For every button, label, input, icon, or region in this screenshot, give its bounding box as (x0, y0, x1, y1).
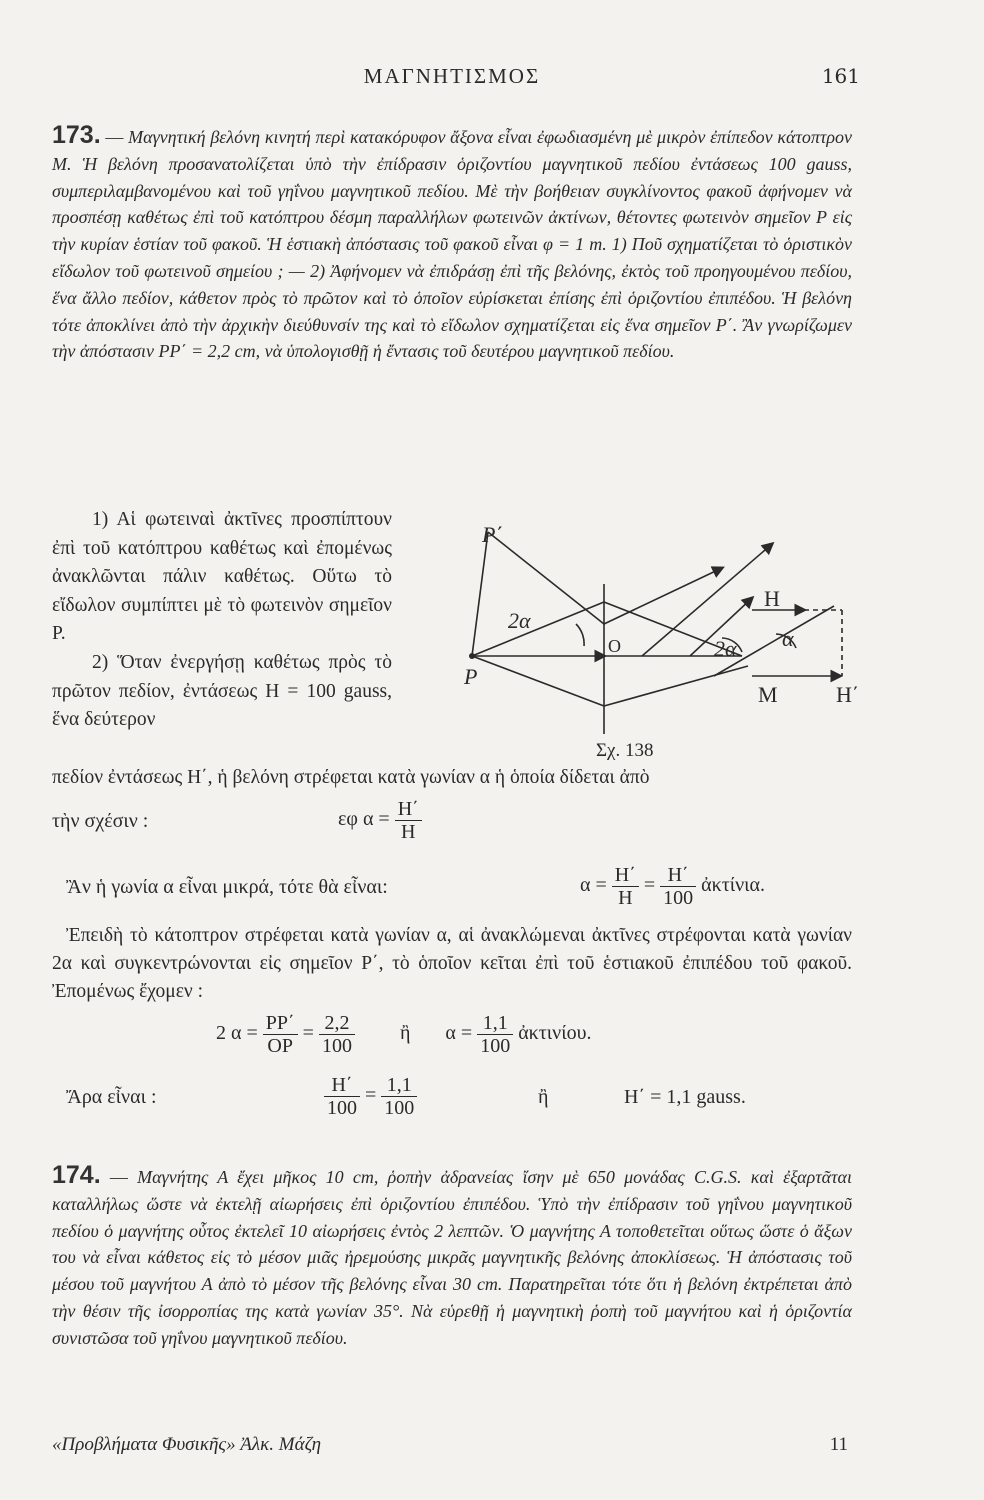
eq2-numerator-2: Η΄ (660, 864, 696, 887)
optics-diagram (452, 506, 862, 742)
eq4-denominator-2: 100 (384, 1097, 415, 1119)
eq2-fraction-1 (612, 864, 639, 909)
running-header (52, 64, 860, 92)
eq4-denominator-1: 100 (327, 1097, 357, 1119)
page-footer (52, 1434, 852, 1460)
label-two-alpha-left: 2α (508, 608, 531, 633)
label-h-prime: H΄ (836, 682, 860, 707)
equation-2 (580, 864, 765, 909)
label-alpha: α (782, 626, 794, 651)
solution-part-2-continued (52, 764, 852, 792)
eq3-lhs: 2 α = (216, 1022, 258, 1045)
eq3-denominator-3: 100 (480, 1035, 511, 1057)
eq2-equals: = (643, 874, 656, 897)
mirror-text: Ἐπειδὴ τὸ κάτοπτρον στρέφεται κατὰ γωνίαν α, αἱ ἀνακλώμεναι ἀκτῖνες στρέφονται κατὰ γωνίαν 2α καὶ συγκεντρώνονται εἰς σημεῖον Ρ΄, τὸ ὁποῖον κεῖται ἐπὶ τοῦ ἑστιακοῦ ἐπιπέδου τοῦ φακοῦ. Ἐπομένως ἔχομεν : (52, 925, 852, 1002)
eq4-or: ἢ (538, 1086, 549, 1108)
angle-arc (576, 624, 584, 646)
problem-number: 174. (52, 1161, 101, 1189)
eq3-lhs-2: α = (445, 1022, 473, 1045)
ray-line (488, 532, 604, 624)
eq3-fraction-3 (477, 1012, 513, 1057)
therefore-label: Ἄρα εἶναι : (66, 1086, 157, 1108)
ray-line (604, 666, 748, 706)
eq2-denominator-2: 100 (663, 887, 694, 909)
eq1-fraction (395, 798, 422, 843)
eq3-unit: ἀκτινίου. (518, 1022, 592, 1045)
ray-line (472, 532, 488, 656)
eq3-equals: = (302, 1022, 314, 1045)
eq1-numerator: Η΄ (395, 798, 422, 821)
solution-part-2: 2) Ὅταν ἐνεργήσῃ καθέτως πρὸς τὸ πρῶτον πεδίον, ἐντάσεως Η = 100 gauss, ἕνα δεύτερον (52, 651, 392, 731)
problem-number: 173. (52, 121, 101, 149)
solution-part-1: 1) Αἱ φωτειναὶ ἀκτῖνες προσπίπτουν ἐπὶ τοῦ κατόπτρου καθέτως καὶ ἐπομένως ἀνακλῶνται πάλιν καθέτως. Οὕτω τὸ εἴδωλον συμπίπτει μὲ τὸ φωτεινὸν σημεῖον Ρ. (52, 509, 392, 645)
figure-caption: Σχ. 138 (596, 740, 654, 761)
eq3-denominator-1: ΟΡ (267, 1035, 293, 1057)
problem-174 (52, 1162, 852, 1352)
eq3-numerator-2: 2,2 (319, 1012, 355, 1035)
eq4-numerator-1: Η΄ (324, 1074, 360, 1097)
small-angle-text: Ἂν ἡ γωνία α εἶναι μικρά, τότε θὰ εἶναι: (66, 876, 388, 898)
ray-line (472, 656, 604, 706)
ray-line (604, 568, 722, 624)
eq3-fraction-1 (263, 1012, 298, 1057)
mirror-explanation (52, 922, 852, 1006)
eq4-fraction-1 (324, 1074, 360, 1119)
eq2-fraction-2 (660, 864, 696, 909)
eq4-fraction-2 (381, 1074, 417, 1119)
eq4-equals: = (365, 1084, 377, 1107)
problem-text: Μαγνητική βελόνη κινητή περὶ κατακόρυφον ἄξονα εἶναι ἐφωδιασμένη μὲ μικρὸν ἐπίπεδον κάτοπτρον Μ. Ἡ βελόνη προσανατολίζεται ὑπὸ τὴν ἐπίδρασιν ὁριζοντίου μαγνητικοῦ πεδίου ἐντάσεως 100 gauss, συμπεριλαμβανομένου καὶ τοῦ γηΐνου μαγνητικοῦ πεδίου. Μὲ τὴν βοήθειαν συγκλίνοντος φακοῦ ἀφήνομεν νὰ προσπέσῃ καθέτως ἐπὶ τοῦ κατόπτρου δέσμη παραλλήλων φωτεινῶν ἀκτίνων, θέτοντες φωτεινὸν σημεῖον Ρ εἰς τὴν κυρίαν ἑστίαν τοῦ φακοῦ. Ἡ ἑστιακὴ ἀπόστασις τοῦ φακοῦ εἶναι φ = 1 m. 1) Ποῦ σχηματίζεται τὸ ὁριστικὸν εἴδωλον τοῦ φωτεινοῦ σημείου ; — 2) Ἀφήνομεν νὰ ἐπιδράσῃ ἐπὶ τῆς βελόνης, ἐκτὸς τοῦ προηγουμένου πεδίου, ἕνα ἄλλο πεδίον, κάθετον πρὸς τὸ πρῶτον καὶ τὸ ὁποῖον εὑρίσκεται ἐπίσης ἐπὶ ὁριζοντίου ἐπιπέδου. Ἡ βελόνη τότε ἀποκλίνει ἀπὸ τὴν ἀρχικὴν διεύθυνσίν της καὶ τὸ εἴδωλον σχηματίζεται εἰς ἕνα σημεῖον Ρ΄. Ἂν γνωρίζωμεν τὴν ἀπόστασιν ΡΡ΄ = 2,2 cm, νὰ ὑπολογισθῇ ἡ ἔντασις τοῦ δευτέρου μαγνητικοῦ πεδίου. (52, 127, 853, 362)
eq3-numerator-1: ΡΡ΄ (263, 1012, 298, 1035)
figure-138 (452, 506, 862, 742)
problem-dash: — (109, 1167, 128, 1187)
problem-173 (52, 122, 852, 365)
eq2-denominator-1: Η (618, 887, 633, 909)
solution-line: πεδίον ἐντάσεως Η΄, ἡ βελόνη στρέφεται κατὰ γωνίαν α ἡ ὁποία δίδεται ἀπὸ (52, 767, 650, 788)
label-o: O (608, 636, 621, 656)
relation-label: τὴν σχέσιν : (52, 810, 149, 832)
solution-column (52, 506, 392, 735)
label-p: Ρ (464, 664, 478, 689)
eq3-fraction-2 (319, 1012, 355, 1057)
eq1-lhs: εφ α = (338, 808, 390, 831)
eq3-denominator-2: 100 (321, 1035, 352, 1057)
footer-source: «Προβλήματα Φυσικῆς» Ἀλκ. Μάζη (52, 1434, 322, 1455)
eq2-numerator-1: Η΄ (612, 864, 639, 887)
equation-3 (216, 1012, 592, 1057)
eq2-lhs: α = (580, 874, 607, 897)
chapter-title: ΜΑΓΝΗΤΙΣΜΟΣ (363, 64, 541, 88)
page-number: 161 (821, 64, 860, 88)
eq4-numerator-2: 1,1 (381, 1074, 417, 1097)
eq3-or: ἢ (399, 1022, 411, 1045)
point-p (469, 653, 475, 659)
label-two-alpha-right: 2α (714, 636, 737, 661)
ray-line (472, 602, 604, 656)
label-h: H (764, 586, 780, 611)
eq3-numerator-3: 1,1 (477, 1012, 513, 1035)
equation-1 (338, 798, 422, 843)
eq4-result: Η΄ = 1,1 gauss. (624, 1086, 746, 1108)
problem-dash: — (105, 127, 124, 147)
problem-text: Μαγνήτης Α ἔχει μῆκος 10 cm, ῥοπὴν ἀδρανείας ἴσην μὲ 650 μονάδας C.G.S. καὶ ἐξαρτᾶται καταλλήλως ὥστε νὰ ἐκτελῇ αἰωρήσεις ἐπὶ ὁριζοντίου ἐπιπέδου. Ὑπὸ τὴν ἐπίδρασιν τοῦ γηΐνου μαγνητικοῦ πεδίου ὁ μαγνήτης οὗτος ἐκτελεῖ 10 αἰωρήσεις ἐντὸς 2 λεπτῶν. Ὁ μαγνήτης Α τοποθετεῖται οὕτως ὥστε ὁ ἄξων του νὰ εἶναι κάθετος εἰς τὸ μέσον μιᾶς ἠρεμούσης μικρᾶς μαγνητικῆς βελόνης ἀποκλίσεως. Ἡ ἀπόστασις τοῦ μέσου τοῦ μαγνήτου Α ἀπὸ τὸ μέσον τῆς βελόνης εἶναι 30 cm. Παρατηρεῖται τότε ὅτι ἡ βελόνη ἐκτρέπεται ἀπὸ τὴν θέσιν τῆς ἰσορροπίας της κατὰ γωνίαν 35°. Νὰ εὑρεθῇ ἡ μαγνητικὴ ῥοπὴ τοῦ μαγνήτου καὶ ἡ ὁριζοντία συνιστῶσα τοῦ γηΐνου μαγνητικοῦ πεδίου. (52, 1167, 852, 1348)
footer-sheet-number: 11 (829, 1434, 848, 1455)
equation-4 (324, 1074, 417, 1119)
eq2-unit: ἀκτίνια. (701, 874, 766, 897)
label-m: M (758, 682, 778, 707)
eq1-denominator: Η (401, 821, 416, 843)
label-p-prime: Ρ΄ (482, 522, 503, 547)
